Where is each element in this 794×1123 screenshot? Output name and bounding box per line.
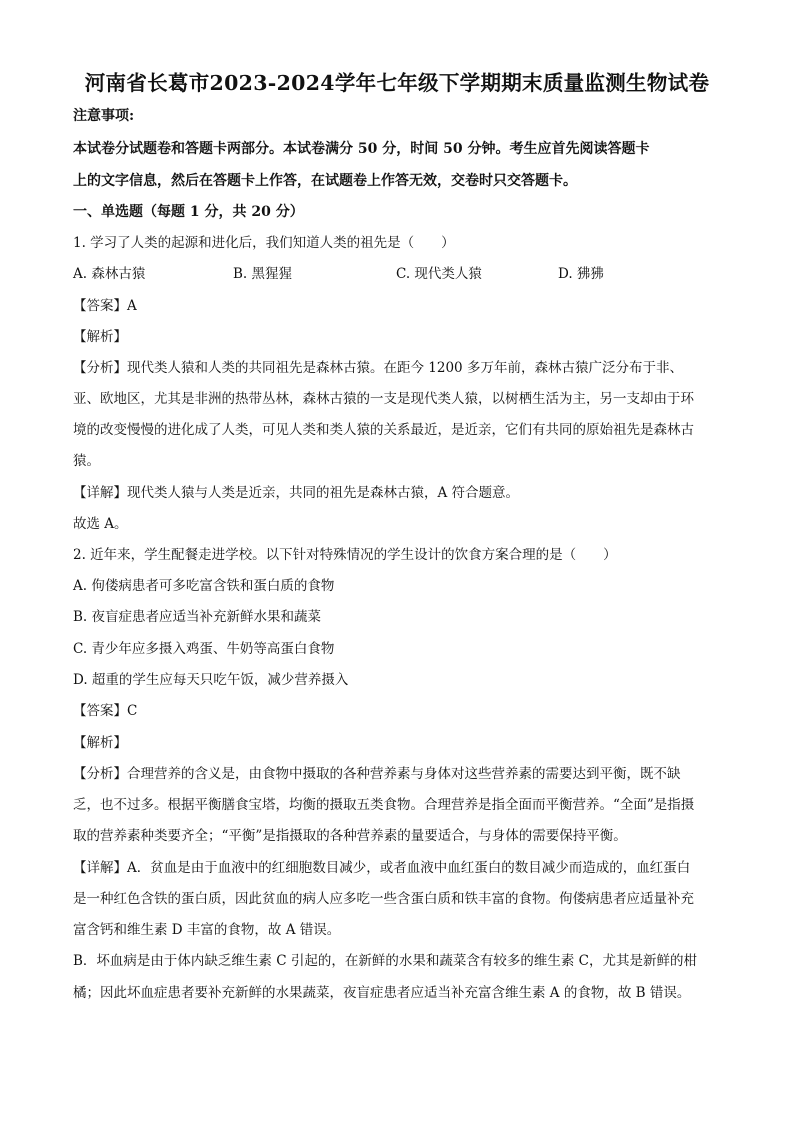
question-2-detail-line: B．坏血病是由于体内缺乏维生素 C 引起的，在新鲜的水果和蔬菜含有较多的维生素 C，尤其是新鲜的柑 bbox=[73, 953, 697, 969]
question-2-analysis-line: 乏，也不过多。根据平衡膳食宝塔，均衡的摄取五类食物。合理营养是指全面而平衡营养。“全面”是指摄 bbox=[73, 797, 695, 813]
question-2-option-c: C. 青少年应多摄入鸡蛋、牛奶等高蛋白食物 bbox=[73, 641, 335, 657]
question-2-option-b: B. 夜盲症患者应适当补充新鲜水果和蔬菜 bbox=[73, 609, 322, 625]
question-2-option-a: A. 佝偻病患者可多吃富含铁和蛋白质的食物 bbox=[73, 578, 335, 594]
question-1-analysis-line: 亚、欧地区，尤其是非洲的热带丛林，森林古猿的一支是现代类人猿，以树栖生活为主，另一支却由于环 bbox=[73, 391, 694, 407]
question-2-detail-line: 橘；因此坏血症患者要补充新鲜的水果蔬菜，夜盲症患者应适当补充富含维生素 A 的食物，故 B 错误。 bbox=[73, 985, 691, 1001]
question-1-option-c: C. 现代类人猿 bbox=[396, 266, 482, 282]
question-1-option-b: B. 黑猩猩 bbox=[233, 266, 293, 282]
question-2-analysis-line: 取的营养素种类要齐全；“平衡”是指摄取的各种营养素的量要适合，与身体的需要保持平衡。 bbox=[73, 828, 627, 844]
notice-line-1: 本试卷分试题卷和答题卡两部分。本试卷满分 50 分，时间 50 分钟。考生应首先阅读答题卡 bbox=[73, 141, 650, 157]
question-1-conclusion: 故选 A。 bbox=[73, 516, 128, 532]
question-2-detail-line: 富含钙和维生素 D 丰富的食物，故 A 错误。 bbox=[73, 922, 341, 938]
question-1-analysis-line: 猿。 bbox=[73, 453, 100, 469]
question-2-stem: 2. 近年来，学生配餐走进学校。以下针对特殊情况的学生设计的饮食方案合理的是（ ） bbox=[73, 547, 617, 563]
question-2-detail-line: 【详解】A．贫血是由于血液中的红细胞数目减少，或者血液中血红蛋白的数目减少而造成的，血红蛋白 bbox=[73, 860, 691, 876]
section-heading: 一、单选题（每题 1 分，共 20 分） bbox=[73, 204, 304, 220]
question-2-option-d: D. 超重的学生应每天只吃午饭，减少营养摄入 bbox=[73, 672, 349, 688]
question-2-answer: 【答案】C bbox=[73, 703, 138, 719]
question-1-detail: 【详解】现代类人猿与人类是近亲，共同的祖先是森林古猿，A 符合题意。 bbox=[73, 485, 520, 501]
question-1-analysis-line: 【分析】现代类人猿和人类的共同祖先是森林古猿。在距今 1200 多万年前，森林古猿广泛分布于非、 bbox=[73, 360, 683, 376]
notice-line-2: 上的文字信息，然后在答题卡上作答，在试题卷上作答无效，交卷时只交答题卡。 bbox=[73, 173, 577, 189]
question-2-analysis-heading: 【解析】 bbox=[73, 735, 127, 751]
question-1-option-d: D. 狒狒 bbox=[558, 266, 604, 282]
question-1-analysis-heading: 【解析】 bbox=[73, 329, 127, 345]
question-2-analysis-line: 【分析】合理营养的含义是，由食物中摄取的各种营养素与身体对这些营养素的需要达到平衡，既不缺 bbox=[73, 766, 681, 782]
question-1-stem: 1. 学习了人类的起源和进化后，我们知道人类的祖先是（ ） bbox=[73, 235, 455, 251]
question-1-answer: 【答案】A bbox=[73, 298, 137, 314]
notice-heading: 注意事项: bbox=[73, 108, 135, 124]
question-1-analysis-line: 境的改变慢慢的进化成了人类，可见人类和类人猿的关系最近，是近亲，它们有共同的原始祖先是森林古 bbox=[73, 422, 694, 438]
question-2-detail-line: 是一种红色含铁的蛋白质，因此贫血的病人应多吃一些含蛋白质和铁丰富的食物。佝偻病患者应适量补充 bbox=[73, 891, 694, 907]
question-1-option-a: A. 森林古猿 bbox=[73, 266, 146, 282]
exam-title: 河南省长葛市2023-2024学年七年级下学期期末质量监测生物试卷 bbox=[84, 71, 710, 95]
